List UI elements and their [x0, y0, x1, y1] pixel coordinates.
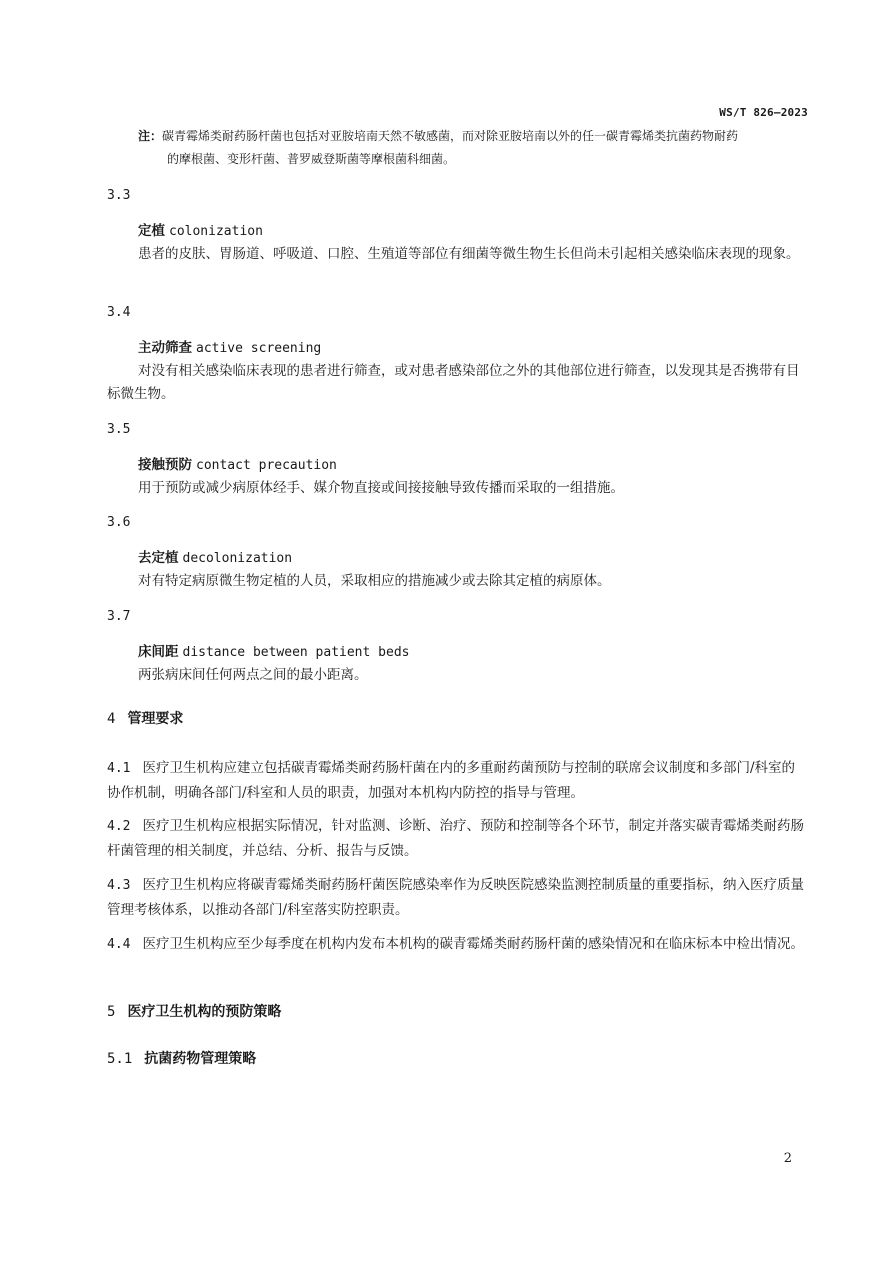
term-definition: 用于预防或减少病原体经手、媒介物直接或间接接触导致传播而采取的一组措施。: [138, 480, 624, 496]
term-definition: 患者的皮肤、胃肠道、呼吸道、口腔、生殖道等部位有细菌等微生物生长但尚未引起相关感染临床表现的现象。: [138, 246, 800, 262]
section-5-heading: [107, 1001, 807, 1023]
paragraph-text: 医疗卫生机构应至少每季度在机构内发布本机构的碳青霉烯类耐药肠杆菌的感染情况和在临床标本中检出情况。: [142, 936, 804, 952]
paragraph-text: 医疗卫生机构应建立包括碳青霉烯类耐药肠杆菌在内的多重耐药菌预防与控制的联席会议制度和多部门/科室的协作机制，明确各部门/科室和人员的职责，加强对本机构内防控的指导与管理。: [107, 760, 796, 801]
paragraph-number: 4.2: [107, 819, 131, 834]
section-5-1-heading: [107, 1048, 807, 1070]
term-name-en: contact precaution: [196, 458, 337, 473]
page-number: 2: [783, 1151, 792, 1166]
term-definition: 对有特定病原微生物定植的人员，采取相应的措施减少或去除其定植的病原体。: [138, 573, 611, 589]
section-title: 医疗卫生机构的预防策略: [127, 1004, 282, 1020]
term-number: 3.6: [107, 515, 131, 530]
term-3-3: [107, 186, 807, 266]
note-label: 注：: [138, 129, 163, 143]
paragraph-4-1: [107, 756, 807, 806]
term-3-7: [107, 607, 807, 687]
section-4-heading: [107, 708, 807, 730]
term-name-zh: 接触预防: [138, 457, 192, 473]
paragraph-number: 4.1: [107, 761, 131, 776]
term-definition: 两张病床间任何两点之间的最小距离。: [138, 667, 368, 683]
paragraph-4-3: [107, 873, 807, 923]
term-number: 3.7: [107, 609, 131, 624]
section-number: 5.1: [107, 1051, 133, 1067]
section-number: 5: [107, 1004, 116, 1020]
paragraph-4-2: [107, 814, 807, 864]
paragraph-4-4: [107, 932, 807, 957]
section-title: 抗菌药物管理策略: [144, 1051, 257, 1067]
term-3-6: [107, 513, 807, 593]
term-number: 3.3: [107, 188, 131, 203]
paragraph-text: 医疗卫生机构应根据实际情况，针对监测、诊断、治疗、预防和控制等各个环节，制定并落实碳青霉烯类耐药肠杆菌管理的相关制度，并总结、分析、报告与反馈。: [107, 818, 804, 859]
paragraph-text: 医疗卫生机构应将碳青霉烯类耐药肠杆菌医院感染率作为反映医院感染监测控制质量的重要指标，纳入医疗质量管理考核体系，以推动各部门/科室落实防控职责。: [107, 877, 804, 918]
term-name-zh: 床间距: [138, 644, 179, 660]
term-name-zh: 去定植: [138, 550, 179, 566]
term-heading: [107, 641, 807, 664]
term-name-en: colonization: [169, 224, 263, 239]
term-heading: [107, 454, 807, 477]
term-heading: [107, 220, 807, 243]
term-heading: [107, 337, 807, 360]
note-line-1: [138, 125, 818, 148]
term-name-en: distance between patient beds: [182, 645, 410, 660]
term-definition: 对没有相关感染临床表现的患者进行筛查，或对患者感染部位之外的其他部位进行筛查，以发现其是否携带有目标微生物。: [107, 363, 800, 402]
term-name-zh: 主动筛查: [138, 340, 192, 356]
note-text-2: 的摩根菌、变形杆菌、普罗威登斯菌等摩根菌科细菌。: [167, 152, 456, 166]
term-name-en: active screening: [196, 341, 322, 356]
paragraph-number: 4.4: [107, 937, 131, 952]
paragraph-number: 4.3: [107, 878, 131, 893]
term-number: 3.5: [107, 422, 131, 437]
section-number: 4: [107, 711, 116, 727]
term-name-zh: 定植: [138, 223, 165, 239]
term-name-en: decolonization: [182, 551, 293, 566]
term-3-5: [107, 420, 807, 500]
note-text-1: 碳青霉烯类耐药肠杆菌也包括对亚胺培南天然不敏感菌，而对除亚胺培南以外的任一碳青霉烯类抗菌药物耐药: [162, 129, 739, 143]
term-3-4: [107, 303, 807, 406]
document-code: WS/T 826—2023: [719, 106, 808, 119]
section-title: 管理要求: [127, 711, 184, 727]
term-heading: [107, 547, 807, 570]
term-number: 3.4: [107, 305, 131, 320]
note: [138, 125, 818, 171]
